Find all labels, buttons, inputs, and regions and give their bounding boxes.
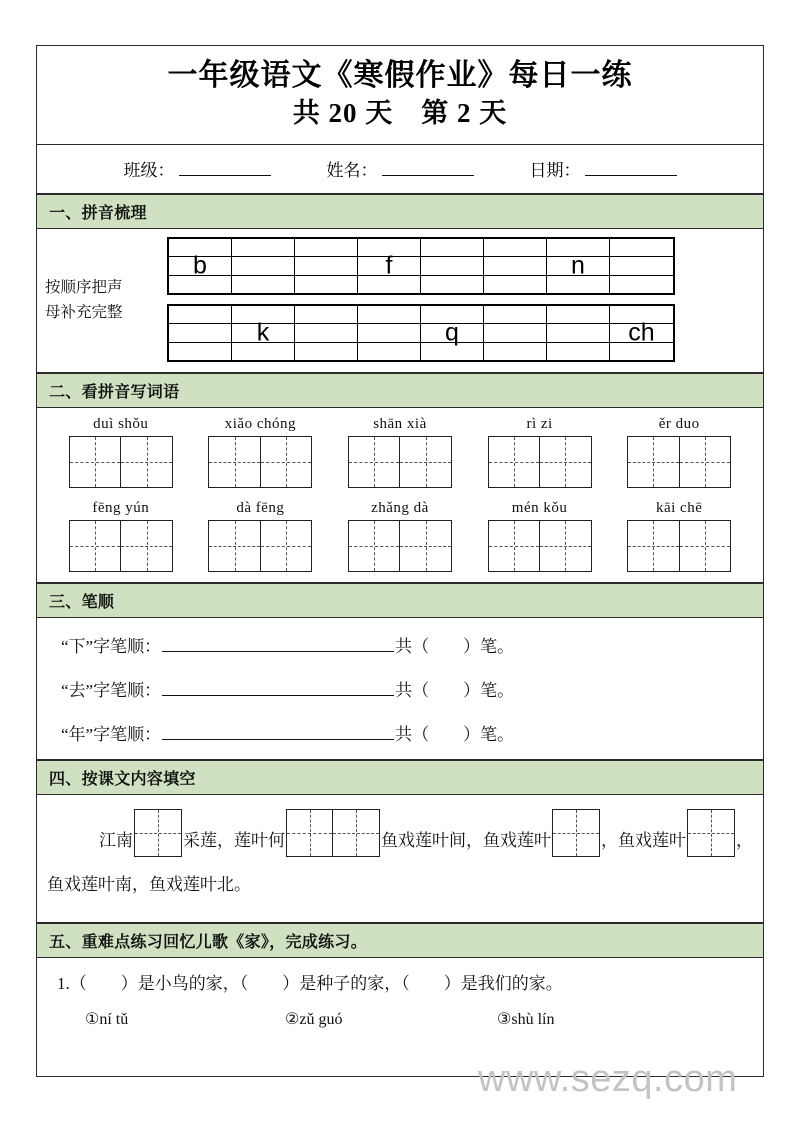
stroke-order-suffix: 共（ ）笔。 [395, 725, 515, 745]
class-field[interactable] [124, 156, 271, 181]
watermark: www.sezq.com [478, 1058, 738, 1100]
options-row [47, 1009, 753, 1029]
tianzige-cell[interactable] [680, 437, 731, 487]
tianzige-cell[interactable] [628, 437, 680, 487]
section-3-body [37, 618, 763, 760]
stroke-order-prefix: “去”字笔顺： [61, 681, 162, 701]
tianzige-cell[interactable] [261, 437, 312, 487]
pinyin-cell[interactable] [295, 306, 358, 360]
poem-text: 叶 [669, 831, 686, 851]
tianzige-cell[interactable] [70, 521, 122, 571]
stroke-order-line [37, 676, 763, 701]
name-label: 姓名： [326, 161, 378, 181]
pinyin-cell[interactable] [358, 306, 421, 360]
pinyin-cell[interactable] [169, 239, 232, 293]
word-pinyin: xiǎo chóng [224, 416, 296, 433]
word-pinyin: ěr duo [658, 416, 700, 433]
tianzige-cell[interactable] [628, 521, 680, 571]
stroke-order-prefix: “年”字笔顺： [61, 725, 162, 745]
word-pinyin: kāi chē [655, 500, 703, 517]
option-item[interactable]: ②zǔ guó [285, 1011, 343, 1029]
word-pinyin: rì zi [526, 416, 553, 433]
word-pinyin: mén kǒu [511, 500, 568, 517]
pinyin-cell[interactable] [547, 306, 610, 360]
date-field[interactable] [530, 156, 677, 181]
word-pinyin: shān xià [373, 416, 427, 433]
tianzige-box[interactable] [488, 436, 592, 488]
tianzige-box[interactable] [348, 436, 452, 488]
tianzige-box[interactable] [69, 520, 173, 572]
pinyin-grids [167, 237, 675, 362]
name-blank[interactable] [382, 161, 474, 176]
answer-box[interactable] [134, 809, 182, 857]
worksheet-sheet [36, 45, 764, 1077]
date-blank[interactable] [585, 161, 677, 176]
pinyin-cell[interactable] [169, 306, 232, 360]
name-field[interactable] [327, 156, 474, 181]
class-label: 班级： [123, 161, 175, 181]
pinyin-cell[interactable] [610, 239, 673, 293]
tianzige-box[interactable] [348, 520, 452, 572]
date-label: 日期： [529, 161, 581, 181]
pinyin-cell[interactable] [484, 239, 547, 293]
pinyin-cell[interactable] [232, 306, 295, 360]
answer-cell[interactable] [553, 810, 599, 856]
word-pinyin: dà fēng [236, 500, 285, 517]
tianzige-cell[interactable] [680, 521, 731, 571]
word-item [69, 416, 173, 488]
pinyin-letter: b [193, 251, 207, 280]
tianzige-box[interactable] [208, 520, 312, 572]
word-item [208, 416, 312, 488]
word-item [488, 500, 592, 572]
pinyin-cell[interactable] [610, 306, 673, 360]
word-item [627, 416, 731, 488]
tianzige-cell[interactable] [349, 521, 401, 571]
tianzige-cell[interactable] [121, 437, 172, 487]
tianzige-box[interactable] [488, 520, 592, 572]
student-info-row [37, 145, 763, 194]
tianzige-cell[interactable] [400, 437, 451, 487]
word-row [37, 416, 763, 488]
question-text: 1.（ ）是小鸟的家，（ ）是种子的家，（ ）是我们的家。 [57, 974, 563, 994]
section-3-header: 三、笔顺 [37, 583, 763, 618]
poem-text: 采莲，莲叶何 [183, 831, 285, 851]
word-item [348, 500, 452, 572]
tianzige-box[interactable] [208, 436, 312, 488]
pinyin-grid-row [167, 237, 675, 295]
tianzige-cell[interactable] [489, 521, 541, 571]
pinyin-cell[interactable] [358, 239, 421, 293]
pinyin-instruction [45, 275, 167, 325]
pinyin-letter: k [256, 318, 270, 347]
word-pinyin: zhǎng dà [371, 500, 429, 517]
stroke-order-suffix: 共（ ）笔。 [395, 637, 515, 657]
stroke-order-suffix: 共（ ）笔。 [395, 681, 515, 701]
stroke-order-prefix: “下”字笔顺： [61, 637, 162, 657]
tianzige-box[interactable] [627, 436, 731, 488]
tianzige-cell[interactable] [540, 521, 591, 571]
tianzige-cell[interactable] [70, 437, 122, 487]
title-block [37, 46, 763, 145]
section-4-header: 四、按课文内容填空 [37, 760, 763, 795]
answer-cell[interactable] [333, 810, 379, 856]
pinyin-cell[interactable] [421, 306, 484, 360]
tianzige-cell[interactable] [400, 521, 451, 571]
pinyin-letter: f [385, 251, 393, 280]
answer-cell[interactable] [135, 810, 181, 856]
word-item [488, 416, 592, 488]
poem-text: 鱼戏莲叶间，鱼戏莲叶 [381, 831, 551, 851]
tianzige-cell[interactable] [261, 521, 312, 571]
stroke-order-line [37, 720, 763, 745]
pinyin-instruction-line1: 按顺序把声 [45, 278, 123, 296]
stroke-order-blank[interactable] [162, 638, 394, 652]
word-item [627, 500, 731, 572]
section-2-header: 二、看拼音写词语 [37, 373, 763, 408]
tianzige-cell[interactable] [121, 521, 172, 571]
pinyin-cell[interactable] [421, 239, 484, 293]
section-5-header: 五、重难点练习回忆儿歌《家》，完成练习。 [37, 923, 763, 958]
word-row [37, 500, 763, 572]
class-blank[interactable] [179, 161, 271, 176]
poem-text: ，鱼戏莲叶南，鱼戏莲叶北。 [47, 831, 753, 894]
answer-box[interactable] [286, 809, 380, 857]
stroke-order-blank[interactable] [162, 682, 394, 696]
word-pinyin: duì shǒu [93, 416, 149, 433]
tianzige-cell[interactable] [209, 521, 261, 571]
stroke-order-blank[interactable] [162, 726, 394, 740]
section-4-body [37, 795, 763, 923]
tianzige-cell[interactable] [209, 437, 261, 487]
pinyin-cell[interactable] [547, 239, 610, 293]
pinyin-cell[interactable] [295, 239, 358, 293]
word-pinyin: fēng yún [92, 500, 150, 517]
tianzige-cell[interactable] [489, 437, 541, 487]
answer-cell[interactable] [688, 810, 734, 856]
poem-text: 江南 [99, 831, 133, 851]
answer-box[interactable] [687, 809, 735, 857]
page-title: 一年级语文《寒假作业》每日一练 [167, 59, 633, 92]
word-item [348, 416, 452, 488]
page-subtitle: 共 20 天 第 2 天 [292, 97, 508, 128]
stroke-order-line [37, 632, 763, 657]
pinyin-cell[interactable] [484, 306, 547, 360]
tianzige-box[interactable] [627, 520, 731, 572]
word-item [208, 500, 312, 572]
pinyin-cell[interactable] [232, 239, 295, 293]
tianzige-box[interactable] [69, 436, 173, 488]
pinyin-instruction-line2: 母补充完整 [45, 303, 123, 321]
section-2-body [37, 408, 763, 583]
section-1-header: 一、拼音梳理 [37, 194, 763, 229]
option-item[interactable]: ①ní tǔ [85, 1011, 129, 1029]
pinyin-grid-row [167, 304, 675, 362]
answer-cell[interactable] [287, 810, 333, 856]
tianzige-cell[interactable] [349, 437, 401, 487]
option-item[interactable]: ③shù lín [497, 1011, 555, 1029]
tianzige-cell[interactable] [540, 437, 591, 487]
pinyin-letter: n [571, 251, 585, 280]
pinyin-letter: q [445, 318, 459, 347]
pinyin-letter: ch [628, 318, 655, 347]
word-item [69, 500, 173, 572]
answer-box[interactable] [552, 809, 600, 857]
section-1-body [37, 229, 763, 373]
poem-text: ，鱼戏莲 [601, 831, 669, 851]
